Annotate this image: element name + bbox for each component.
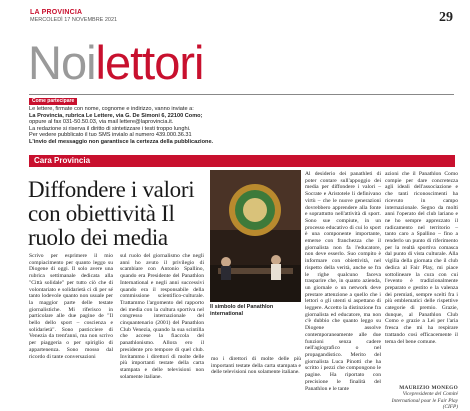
article-column-4: Al desiderio dei panathleti di poter contare sull'appoggio dei media per diffondere i valori – Socrate e Aristotele li definivano virtù – che le nuove generazioni dovrebbero apprendere alla fonte e soprattutto nell'attività di sport. Sono sue compiute, in un processo educativo di cui lo sport è una componente importante, emerse con franchezza che il giornalista non fa l'educatore, non deve esserlo. Suo compito è informare con obiettività, nel rispetto della verità, anche se fra le righe qualcuno faceva trasparire che, in quanto azienda, un giornale o un network deve prestare attenzione a quello che i lettori o gli utenti si aspettano di leggere. Accetto la distinzione fra giornalista ed educatore, ma non c'è dubbio che quanto leggo su Diogene assolve contemporaneamente alle due funzioni senza cadere nell'agiografico o nel propagandistico. Merito del giornalista Luca Pinotti che ha scritto i pezzi che compongono le pagine. Ha riportato con precisione le finalità del Panathlon e le tante	[305, 171, 381, 392]
contact-label: Come partecipare	[29, 98, 77, 105]
contact-line: La redazione si riserva il diritto di sintetizzare i testi troppo lunghi.	[29, 125, 191, 132]
photo-caption: Il simbolo del Panathlon international	[210, 304, 274, 317]
article-signature	[380, 385, 458, 410]
contact-info	[29, 106, 329, 146]
section-title-noi: Noi	[28, 36, 96, 89]
contact-line: Le lettere, firmate con nome, cognome e indirizzo, vanno inviate a:	[29, 106, 194, 112]
paper-date: MERCOLEDÌ 17 NOVEMBRE 2021	[30, 17, 118, 23]
section-bar	[29, 155, 455, 167]
paper-name: LA PROVINCIA	[30, 9, 83, 16]
section-title-lettori: lettori	[95, 36, 204, 89]
article-column-3: mo i direttori di molte delle più importanti testate della carta stampata e delle televisioni non solamente italiane.	[211, 356, 301, 376]
article-column-1: Scrivo per esprimere il mio compiacimento per quanto leggo su Diogene di oggi. Il solo avere una rubrica settimanale dedicata alla "Città solidale" per tutto ciò che di volontariato e solidarietà ci di per sé tanto lodevole quanto non usuale per la maggior parte delle testate giornalistiche. Mi riferisco in particolare alle due pagine de "Il bello dello sport – coscienza e solidarietà". Sono pasticciere di Venezia da trent'anni, ma non scrivo per piaggeria o per spiriglio di appartenenza. Sono mosso dal ricordo di tante conversazioni	[29, 253, 113, 360]
contact-line: L'invio del messaggio non garantisce la certezza della pubblicazione.	[29, 138, 214, 145]
masthead	[30, 9, 117, 24]
article-column-5: azioni che il Panathlon Como compie per dare concretezza agli ideali dell'associazione e che tanti riconoscimenti ha ricevuto in campo internazionale. Segno da molti anni l'operato del club lariano e ne ho sempre apprezzato il radicamento nel territorio – tanto caro a Spallino – fino a renderlo un punto di riferimento per la realtà sportiva comasca dal punto di vista culturale. Alla vigilia della giornata che il club dedica al Fair Play, mi piace sottolineare la cura con cui l'evento è tradizionalmente preparato e gestito e la valenza dei premiati, sempre scelti fra i più emblematici delle rispettive categorie di premio. Grazie, dunque, al Panathlon Club Como e grazie a Lei per l'aria fresca che mi ha respirare trattando così efficacemente il tema del bene comune.	[385, 171, 458, 345]
divider	[29, 94, 454, 95]
photo-illustration	[210, 170, 301, 302]
author-role: Vicepresidente del Comité International pour le Fair Play (CIFP)	[391, 391, 458, 410]
panathlon-photo	[210, 170, 301, 302]
contact-line: oppure al fax 031-50.50.03, via mail lettere@laprovincia.it.	[29, 119, 174, 126]
contact-line: Per vedere pubblicato il tuo SMS invialo al numero 439.000.36.31	[29, 132, 192, 139]
page-number: 29	[439, 10, 453, 25]
contact-line: La Provincia, rubrica Le Lettere, via G. De Simoni 6, 22100 Como;	[29, 112, 203, 119]
article-column-2: sul ruolo del giornalismo che negli anni ho avuto il privilegio di scambiare con Antonio Spallino, quando era Presidente del Panathlon International e negli anni successivi quando era il responsabile della commissione scientifico-culturale. Trattammo l'argomento del rapporto dei media con la cultura sportiva nel congresso internazionale del cinquantenario (2001) del Panathlon Club Venezia, quando la sua scintilla che accese la fiaccola del panathlonismo. Allora ero il presidente pro tempore di quel club. Invitammo i direttori di molte delle più importanti testate della carta stampata e delle televisioni non solamente italiane.	[120, 253, 204, 380]
article-headline: Diffondere i valori con obiettività Il ruolo dei media	[28, 177, 195, 250]
section-bar-label: Cara Provincia	[34, 156, 91, 165]
section-title	[28, 38, 203, 88]
author-name: MAURIZIO MONEGO	[399, 385, 458, 391]
